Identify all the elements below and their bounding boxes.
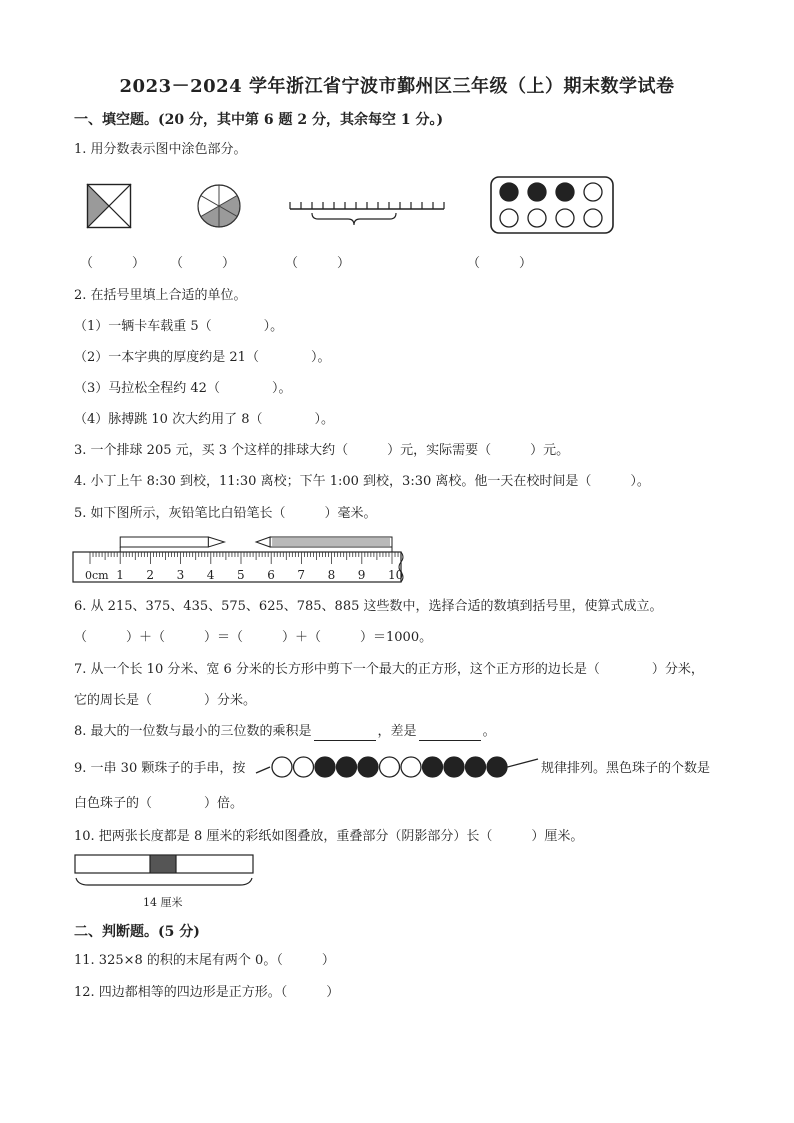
- q1-answer-1: （ ）: [80, 256, 146, 271]
- ruler-figure: [72, 534, 406, 586]
- question-10: 10. 把两张长度都是 8 厘米的彩纸如图叠放，重叠部分（阴影部分）长（ ）厘米。: [74, 829, 584, 844]
- q10-length-label: 14 厘米: [143, 896, 183, 909]
- question-5: 5. 如下图所示，灰铅笔比白铅笔长（ ）毫米。: [74, 506, 377, 521]
- ruler-tick-label: 3: [176, 568, 185, 582]
- question-9-prefix: 9. 一串 30 颗珠子的手串，按: [74, 761, 246, 776]
- bracket-line-figure: [288, 197, 448, 231]
- question-2-2: （2）一本字典的厚度约是 21（ ）。: [74, 350, 331, 365]
- ruler-tick-label: 4: [206, 568, 215, 582]
- bead: [294, 757, 314, 777]
- bead: [423, 757, 443, 777]
- question-2: 2. 在括号里填上合适的单位。: [74, 288, 247, 303]
- bead: [444, 757, 464, 777]
- q8-text-1: 8. 最大的一位数与最小的三位数的乘积是: [74, 724, 312, 739]
- ruler-zero-label: 0cm: [85, 569, 109, 582]
- ruler-tick-label: 7: [297, 568, 306, 582]
- ruler-tick-label: 8: [327, 568, 336, 582]
- circle-figure: [197, 184, 241, 228]
- question-1: 1. 用分数表示图中涂色部分。: [74, 142, 247, 157]
- square-figure: [87, 184, 131, 228]
- section-2-heading: 二、判断题。(5 分): [74, 924, 200, 940]
- q8-text-3: 。: [482, 724, 496, 739]
- question-7-line-2: 它的周长是（ ）分米。: [74, 693, 257, 708]
- overlap-strips-figure: [74, 854, 256, 890]
- bead: [337, 757, 357, 777]
- dots-box-figure: [490, 176, 614, 234]
- bead: [466, 757, 486, 777]
- q1-answer-2: （ ）: [170, 256, 236, 271]
- q8-blank-1: [314, 726, 376, 741]
- question-6: 6. 从 215、375、435、575、625、785、885 这些数中，选择合适的数填到括号里，使算式成立。: [74, 599, 663, 614]
- question-2-4: （4）脉搏跳 10 次大约用了 8（ ）。: [74, 412, 334, 427]
- ruler-tick-label: 10: [388, 568, 404, 582]
- section-1-heading: 一、填空题。(20 分，其中第 6 题 2 分，其余每空 1 分。): [74, 112, 444, 128]
- page-title: 2023－2024 学年浙江省宁波市鄞州区三年级（上）期末数学试卷: [119, 76, 675, 97]
- bead: [315, 757, 335, 777]
- question-7-line-1: 7. 从一个长 10 分米、宽 6 分米的长方形中剪下一个最大的正方形，这个正方形的边长是（ ）分米，: [74, 662, 704, 677]
- q8-blank-2: [419, 726, 481, 741]
- bead: [380, 757, 400, 777]
- question-4: 4. 小丁上午 8:30 到校，11:30 离校；下午 1:00 到校，3:30 离校。他一天在校时间是（ ）。: [74, 474, 650, 489]
- question-2-1: （1）一辆卡车载重 5（ ）。: [74, 319, 284, 334]
- ruler-tick-label: 9: [357, 568, 366, 582]
- question-11: 11. 325×8 的积的末尾有两个 0。（ ）: [74, 953, 335, 968]
- bead: [487, 757, 507, 777]
- ruler-tick-label: 2: [146, 568, 155, 582]
- question-8: [74, 723, 496, 741]
- question-3: 3. 一个排球 205 元，买 3 个这样的排球大约（ ）元，实际需要（ ）元。: [74, 443, 570, 458]
- bead: [272, 757, 292, 777]
- ruler-tick-label: 6: [267, 568, 275, 582]
- q1-answer-3: （ ）: [285, 256, 351, 271]
- q1-answer-4: （ ）: [467, 256, 533, 271]
- bead-bracelet-figure: [256, 754, 540, 782]
- question-6-equation: （ ）＋（ ）＝（ ）＋（ ）＝1000。: [74, 630, 433, 645]
- question-2-3: （3）马拉松全程约 42（ ）。: [74, 381, 292, 396]
- ruler-tick-label: 5: [237, 568, 245, 582]
- ruler-tick-label: 1: [116, 568, 124, 582]
- question-9-suffix: 规律排列。黑色珠子的个数是: [541, 761, 711, 776]
- question-9-line-2: 白色珠子的（ ）倍。: [74, 796, 244, 811]
- bead: [401, 757, 421, 777]
- question-12: 12. 四边都相等的四边形是正方形。（ ）: [74, 985, 340, 1000]
- q8-text-2: ，差是: [377, 724, 417, 739]
- bead: [358, 757, 378, 777]
